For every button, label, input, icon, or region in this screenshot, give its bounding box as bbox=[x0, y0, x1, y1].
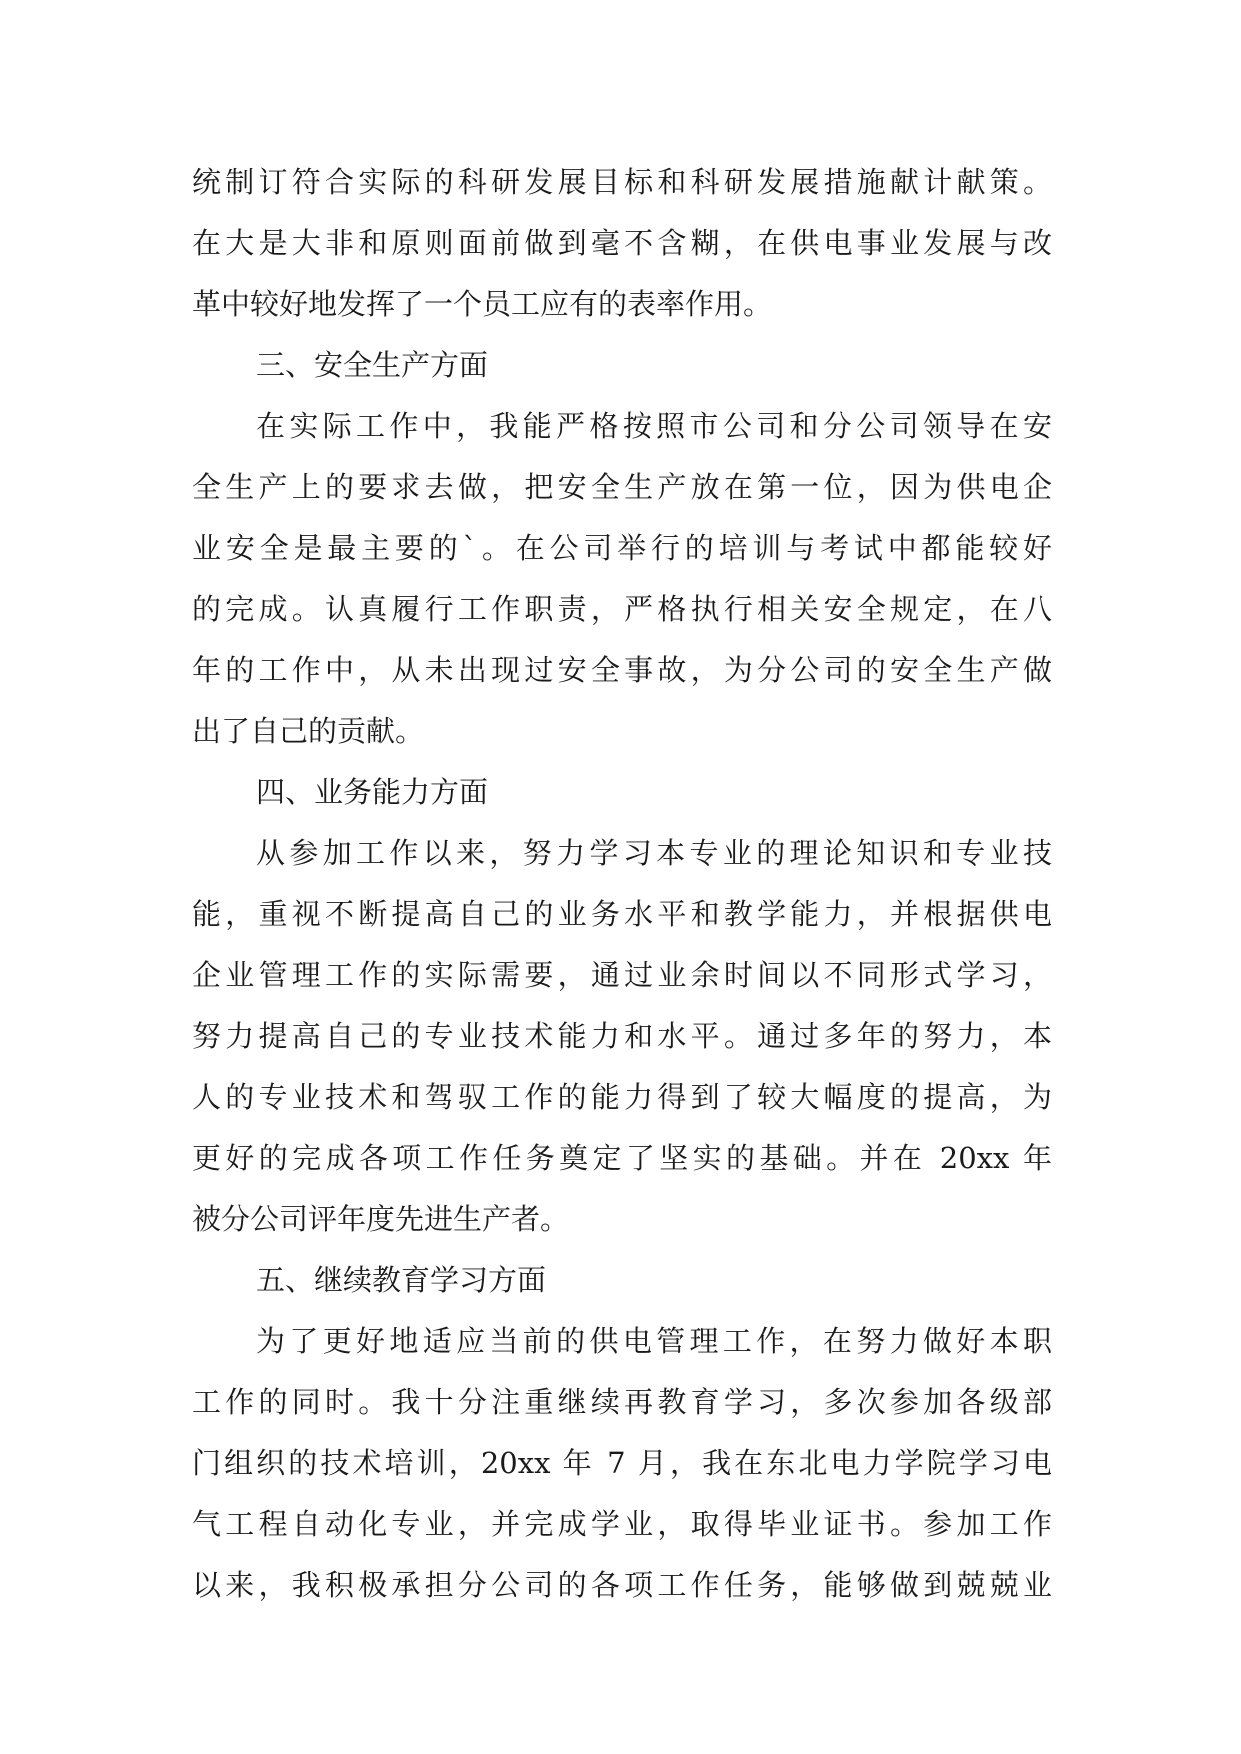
text-line: 统制订符合实际的科研发展目标和科研发展措施献计献策。 bbox=[192, 165, 1052, 199]
section-heading-business: 四、业务能力方面 bbox=[256, 775, 489, 809]
text-line: 在实际工作中，我能严格按照市公司和分公司领导在安 bbox=[256, 409, 1052, 443]
text-line: 出了自己的贡献。 bbox=[192, 714, 425, 748]
text-line: 企业管理工作的实际需要，通过业余时间以不同形式学习， bbox=[192, 958, 1052, 992]
text-line: 年的工作中，从未出现过安全事故，为分公司的安全生产做 bbox=[192, 653, 1052, 687]
text-line: 业安全是最主要的`。在公司举行的培训与考试中都能较好 bbox=[192, 531, 1052, 565]
text-line: 从参加工作以来，努力学习本专业的理论知识和专业技 bbox=[256, 836, 1052, 870]
text-line: 革中较好地发挥了一个员工应有的表率作用。 bbox=[192, 287, 773, 321]
text-line: 人的专业技术和驾驭工作的能力得到了较大幅度的提高，为 bbox=[192, 1080, 1052, 1114]
text-line: 的完成。认真履行工作职责，严格执行相关安全规定，在八 bbox=[192, 592, 1052, 626]
text-line: 被分公司评年度先进生产者。 bbox=[192, 1202, 570, 1236]
text-line: 更好的完成各项工作任务奠定了坚实的基础。并在 20xx 年 bbox=[192, 1141, 1052, 1175]
text-line: 在大是大非和原则面前做到毫不含糊，在供电事业发展与改 bbox=[192, 226, 1052, 260]
text-line: 为了更好地适应当前的供电管理工作，在努力做好本职 bbox=[256, 1324, 1052, 1358]
text-line: 努力提高自己的专业技术能力和水平。通过多年的努力，本 bbox=[192, 1019, 1052, 1053]
text-line: 工作的同时。我十分注重继续再教育学习，多次参加各级部 bbox=[192, 1385, 1052, 1419]
text-line: 以来，我积极承担分公司的各项工作任务，能够做到兢兢业 bbox=[192, 1568, 1052, 1602]
text-line: 能，重视不断提高自己的业务水平和教学能力，并根据供电 bbox=[192, 897, 1052, 931]
text-line: 全生产上的要求去做，把安全生产放在第一位，因为供电企 bbox=[192, 470, 1052, 504]
section-heading-education: 五、继续教育学习方面 bbox=[256, 1263, 547, 1297]
text-line: 门组织的技术培训，20xx 年 7 月，我在东北电力学院学习电 bbox=[192, 1446, 1052, 1480]
text-line: 气工程自动化专业，并完成学业，取得毕业证书。参加工作 bbox=[192, 1507, 1052, 1541]
document-body bbox=[192, 152, 1052, 1616]
section-heading-safety: 三、安全生产方面 bbox=[256, 348, 489, 382]
